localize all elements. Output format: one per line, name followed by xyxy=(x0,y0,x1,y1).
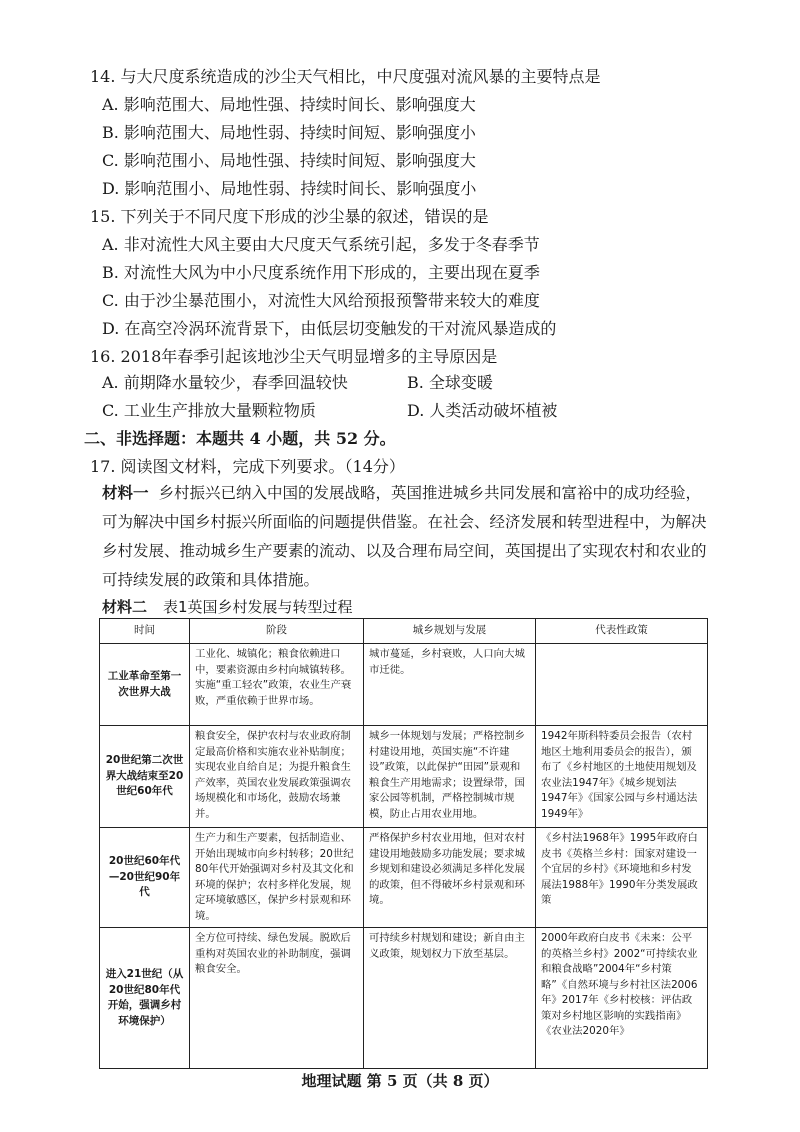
material-1 xyxy=(102,479,707,595)
material-2-label: 材料二 xyxy=(102,598,148,616)
question-16-option-d: D. 人类活动破坏植被 xyxy=(407,401,558,420)
table-row xyxy=(100,928,708,1069)
row-4-stage: 全方位可持续、绿色发展。脱欧后重构对英国农业的补助制度，强调粮食安全。 xyxy=(190,928,364,1069)
table-caption xyxy=(102,596,353,617)
page-footer: 地理试题 第 5 页（共 8 页） xyxy=(301,1072,499,1090)
table-header-row xyxy=(100,619,708,644)
row-3-planning: 严格保护乡村农业用地，但对农村建设用地鼓励多功能发展；要求城乡规划和建设必须满足多样化发展的政策，但不得破坏乡村景观和环境。 xyxy=(364,828,536,928)
row-1-planning: 城市蔓延，乡村衰败，人口向大城市迁徙。 xyxy=(364,644,536,726)
section-2-heading: 二、非选择题：本题共 4 小题，共 52 分。 xyxy=(84,429,396,448)
question-14-option-b: B. 影响范围大、局地性弱、持续时间短、影响强度小 xyxy=(102,123,476,142)
question-16-option-c: C. 工业生产排放大量颗粒物质 xyxy=(102,401,316,420)
table-row xyxy=(100,644,708,726)
row-4-planning: 可持续乡村规划和建设；新自由主义政策，规划权力下放至基层。 xyxy=(364,928,536,1069)
header-period: 时间 xyxy=(100,619,190,644)
header-stage: 阶段 xyxy=(190,619,364,644)
question-15-stem: 15. 下列关于不同尺度下形成的沙尘暴的叙述，错误的是 xyxy=(90,207,489,226)
row-4-period: 进入21世纪（从20世纪80年代开始，强调乡村环境保护） xyxy=(100,928,190,1069)
material-1-text: 乡村振兴已纳入中国的发展战略，英国推进城乡共同发展和富裕中的成功经验，可为解决中国乡村振兴所面临的问题提供借鉴。在社会、经济发展和转型进程中，为解决乡村发展、推动城乡生产要素的流动、以及合理布局空间，英国提出了实现农村和农业的可持续发展的政策和具体措施。 xyxy=(102,484,707,589)
question-17-stem: 17. 阅读图文材料，完成下列要求。（14分） xyxy=(90,457,405,476)
question-16-stem: 16. 2018年春季引起该地沙尘天气明显增多的主导原因是 xyxy=(90,347,498,366)
row-3-stage: 生产力和生产要素，包括制造业、开始出现城市向乡村转移；20世纪80年代开始强调对乡村及其文化和环境的保护；农村多样化发展，规定环境敏感区，保护乡村景观和环境。 xyxy=(190,828,364,928)
row-1-stage: 工业化、城镇化；粮食依赖进口中，要素资源由乡村向城镇转移。实施“重工轻农”政策，农业生产衰败，严重依赖于世界市场。 xyxy=(190,644,364,726)
question-14-stem: 14. 与大尺度系统造成的沙尘天气相比，中尺度强对流风暴的主要特点是 xyxy=(90,67,601,86)
question-15-option-a: A. 非对流性大风主要由大尺度天气系统引起，多发于冬春季节 xyxy=(102,235,540,254)
question-14-option-d: D. 影响范围小、局地性弱、持续时间长、影响强度小 xyxy=(102,179,477,198)
row-1-policy xyxy=(536,644,708,726)
row-2-period: 20世纪第二次世界大战结束至20世纪60年代 xyxy=(100,726,190,828)
table-title: 表1英国乡村发展与转型过程 xyxy=(163,598,353,616)
uk-rural-development-table xyxy=(99,618,708,1069)
question-14-option-c: C. 影响范围小、局地性强、持续时间短、影响强度大 xyxy=(102,151,476,170)
question-15-option-b: B. 对流性大风为中小尺度系统作用下形成的，主要出现在夏季 xyxy=(102,263,540,282)
row-2-policy: 1942年斯科特委员会报告（农村地区土地利用委员会的报告），颁布了《乡村地区的土地使用规划及农业法1947年》《城乡规划法1947年》《国家公园与乡村通达法1949年》 xyxy=(536,726,708,828)
table-row xyxy=(100,828,708,928)
row-2-planning: 城乡一体规划与发展；严格控制乡村建设用地，英国实施“不许建设”政策，以此保护“田园”景观和粮食生产用地需求；设置绿带，国家公园等机制，严格控制城市规模，防止占用农业用地。 xyxy=(364,726,536,828)
row-1-period: 工业革命至第一次世界大战 xyxy=(100,644,190,726)
question-15-option-d: D. 在高空冷涡环流背景下，由低层切变触发的干对流风暴造成的 xyxy=(102,319,557,338)
header-planning: 城乡规划与发展 xyxy=(364,619,536,644)
header-policy: 代表性政策 xyxy=(536,619,708,644)
question-14-option-a: A. 影响范围大、局地性强、持续时间长、影响强度大 xyxy=(102,95,476,114)
question-16-option-b: B. 全球变暖 xyxy=(407,373,493,392)
material-1-label: 材料一 xyxy=(102,484,149,502)
row-3-policy: 《乡村法1968年》1995年政府白皮书《英格兰乡村：国家对建设一个宜居的乡村》《环境地和乡村发展法1988年》1990年分类发展政策 xyxy=(536,828,708,928)
question-16-option-a: A. 前期降水量较少，春季回温较快 xyxy=(102,373,348,392)
question-15-option-c: C. 由于沙尘暴范围小，对流性大风给预报预警带来较大的难度 xyxy=(102,291,540,310)
row-3-period: 20世纪60年代—20世纪90年代 xyxy=(100,828,190,928)
row-4-policy: 2000年政府白皮书《未来：公平的英格兰乡村》2002“可持续农业和粮食战略”2004年“乡村策略”《自然环境与乡村社区法2006年》2017年《乡村校核：评估政策对乡村地区影响的实践指南》《农业法2020年》 xyxy=(536,928,708,1069)
table-row xyxy=(100,726,708,828)
row-2-stage: 粮食安全，保护农村与农业政府制定最高价格和实施农业补贴制度；实现农业自给自足；为提升粮食生产效率，英国农业发展政策强调农场规模化和市场化，鼓励农场兼并。 xyxy=(190,726,364,828)
